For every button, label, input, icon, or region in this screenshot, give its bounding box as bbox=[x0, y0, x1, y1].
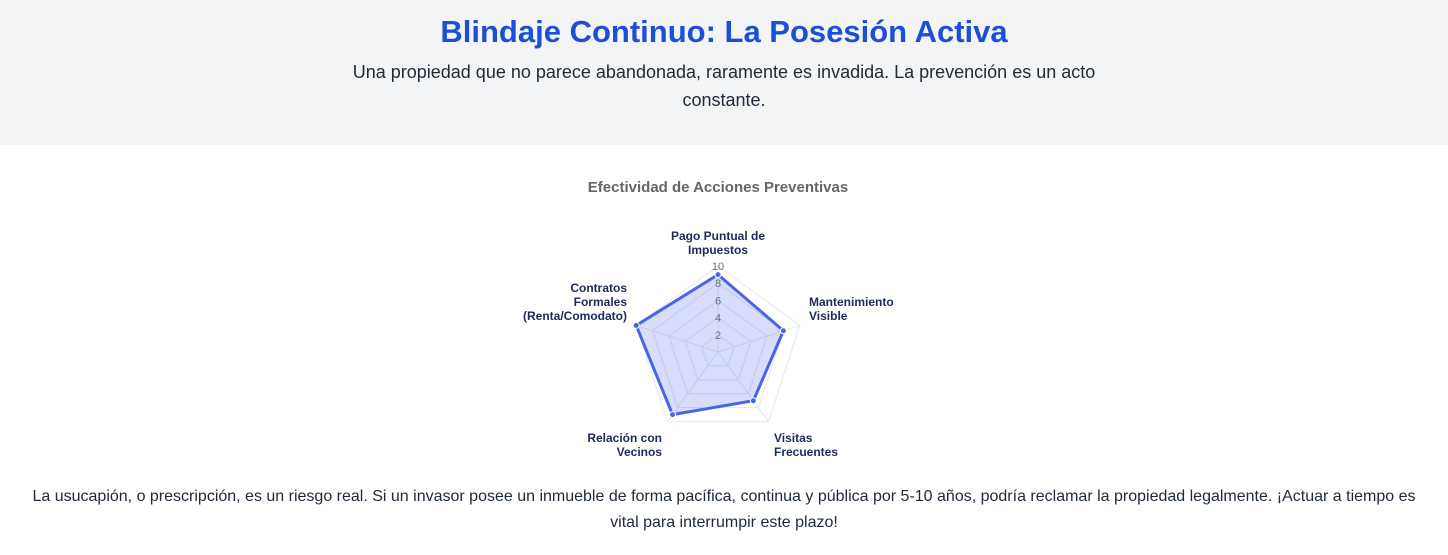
radar-chart bbox=[0, 145, 1448, 475]
page-header bbox=[0, 0, 1448, 145]
data-point[interactable] bbox=[670, 412, 676, 418]
axis-label: Relación con Vecinos bbox=[587, 431, 662, 459]
page-title: Blindaje Continuo: La Posesión Activa bbox=[440, 14, 1008, 49]
tick-label: 2 bbox=[714, 329, 722, 342]
chart-title: Efectividad de Acciones Preventivas bbox=[587, 179, 849, 196]
data-point[interactable] bbox=[750, 398, 756, 404]
data-point[interactable] bbox=[633, 322, 639, 328]
tick-label: 10 bbox=[711, 261, 725, 273]
axis-label: Visitas Frecuentes bbox=[774, 431, 839, 459]
radar-series bbox=[633, 272, 786, 418]
tick-label: 8 bbox=[714, 278, 722, 291]
footer-text: La usucapión, o prescripción, es un riesgo real. Si un invasor posee un inmueble de forma pacífica, continua y pública por 5-10 años, podría reclamar la propiedad legalmente. ¡Actuar a tiempo es vital para interrumpir este plazo! bbox=[32, 488, 1416, 531]
axis-label: Mantenimiento Visible bbox=[809, 295, 894, 323]
axis-label: Pago Puntual de Impuestos bbox=[670, 229, 766, 257]
tick-label: 4 bbox=[714, 312, 722, 325]
footer-note bbox=[0, 484, 1448, 536]
tick-label: 6 bbox=[714, 295, 722, 308]
page-subtitle: Una propiedad que no parece abandonada, raramente es invadida. La prevención es un acto constante. bbox=[352, 62, 1096, 110]
data-point[interactable] bbox=[780, 328, 786, 334]
axis-label: Contratos Formales (Renta/Comodato) bbox=[523, 281, 627, 323]
